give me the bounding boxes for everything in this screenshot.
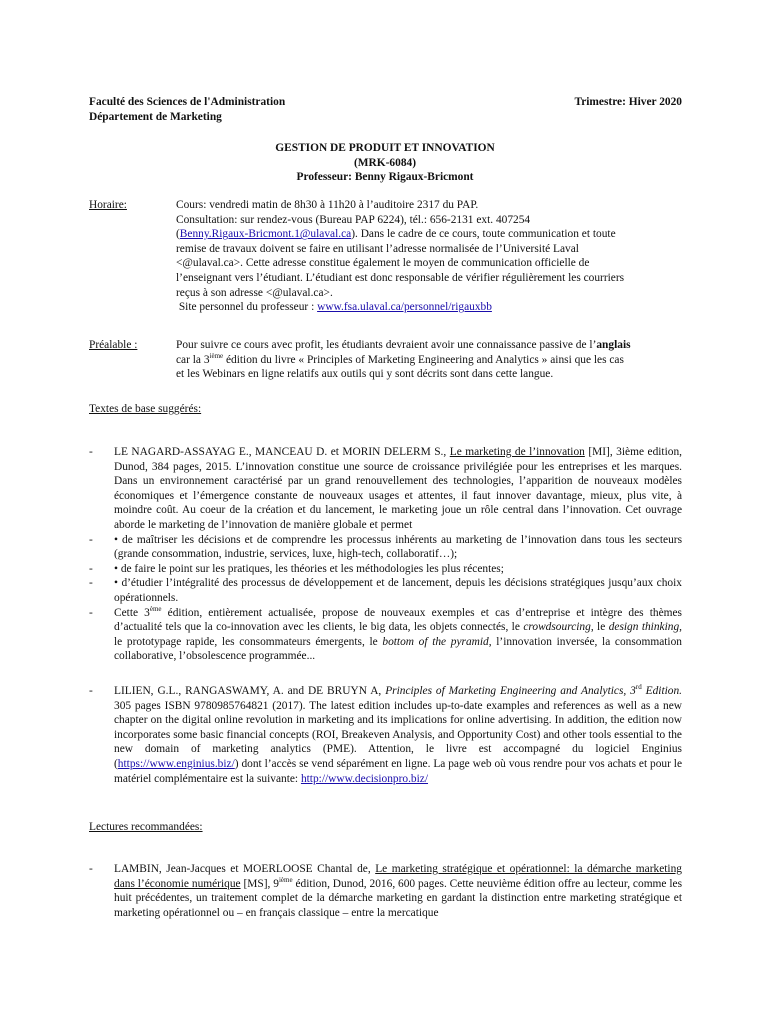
- faculty-name: Faculté des Sciences de l'Administration: [89, 96, 286, 108]
- list-item: [89, 576, 682, 605]
- text: • de faire le point sur les pratiques, les théories et les méthodologies les plus récentes;: [114, 562, 504, 575]
- prealable-label: Préalable :: [89, 339, 138, 351]
- list-item: [89, 606, 682, 664]
- list-item: [89, 684, 682, 786]
- text: , le: [590, 621, 609, 634]
- professor-email-link[interactable]: Benny.Rigaux-Bricmont.1@ulaval.ca: [179, 228, 352, 241]
- list-dash: -: [89, 562, 93, 575]
- list-dash: -: [89, 863, 93, 875]
- prealable-line: et les Webinars en ligne relatifs aux outils qui y sont décrits sont dans cette langue.: [176, 368, 554, 381]
- text: , l’innovation inversée, la consommation collaborative, l’obsolescence programmée...: [114, 635, 682, 663]
- text: (: [176, 228, 180, 241]
- text: Pour suivre ce cours avec profit, les étudiants devraient avoir une connaissance passive de l’: [176, 339, 597, 351]
- course-title-block: [0, 141, 770, 185]
- superscript: ième: [278, 875, 293, 884]
- text: ) dont l’accès se vend séparément en ligne. La page web où vous rendre pour vos achats et pour le matériel complémentaire est la suivante:: [114, 757, 682, 785]
- list-dash: -: [89, 577, 93, 590]
- text: LAMBIN, Jean-Jacques et MOERLOOSE Chantal de,: [114, 863, 376, 875]
- horaire-line: [176, 300, 682, 315]
- text: Cette 3: [114, 606, 150, 619]
- header-left: [89, 95, 285, 124]
- textes-list: [89, 445, 682, 664]
- text: , le prototypage rapide, les consommateurs émergents, le: [114, 621, 683, 648]
- course-code: (MRK-6084): [354, 156, 416, 169]
- horaire-line: Cours: vendredi matin de 8h30 à 11h20 à l’auditoire 2317 du PAP.: [176, 199, 479, 211]
- emphasis: anglais: [596, 339, 631, 351]
- prealable-block: [176, 338, 682, 382]
- italic-term: design thinking: [608, 621, 680, 634]
- text: édition du livre « Principles of Marketing Engineering and Analytics » ainsi que les cas: [223, 353, 624, 366]
- list-dash: -: [89, 685, 93, 697]
- horaire-label: Horaire:: [89, 199, 127, 211]
- professor-site-link[interactable]: www.fsa.ulaval.ca/personnel/rigauxbb: [317, 301, 492, 314]
- text: car la 3: [176, 353, 210, 366]
- lectures-list: [89, 862, 682, 920]
- horaire-line: [176, 227, 682, 242]
- superscript: rd: [635, 683, 642, 692]
- list-dash: -: [89, 606, 93, 619]
- decisionpro-link[interactable]: http://www.decisionpro.biz/: [300, 772, 429, 785]
- text: LE NAGARD-ASSAYAG E., MANCEAU D. et MORIN DELERM S.,: [114, 446, 450, 458]
- italic-term: bottom of the pyramid: [382, 635, 489, 648]
- textes-heading: Textes de base suggérés:: [89, 403, 202, 415]
- list-dash: -: [89, 533, 93, 546]
- list-item: [89, 862, 682, 920]
- list-item: [89, 445, 682, 533]
- text: édition, Dunod, 2016, 600 pages. Cette neuvième édition offre au lecteur, comme les huit précédentes, un traitement complet de la démarche marketing en gardant la distinction entre marketing stratégique et marketing opérationnel ou – en français classique – entre la mercatique: [114, 877, 682, 919]
- list-item: [89, 562, 682, 577]
- superscript: ième: [209, 351, 224, 360]
- text: LILIEN, G.L., RANGASWAMY, A. and DE BRUYN A,: [114, 685, 386, 697]
- text: 305 pages ISBN 9780985764821 (2017). The latest edition includes up-to-date examples and references as well as a new chapter on the digital online revolution in marketing and its implications for online advertising. In addition, the edition now incorporates some basic financial concepts (ROI, Breakeven Analysis, and Opportunity Cost) and other tools essential to the new domain of marketing analytics (PME). Attention, le livre est accompagné du logiciel Enginius (: [114, 699, 682, 770]
- horaire-line: remise de travaux doivent se faire en utilisant l’adresse normalisée de l’Université Laval: [176, 242, 579, 255]
- list-dash: -: [89, 446, 93, 458]
- department-name: Département de Marketing: [89, 110, 222, 123]
- horaire-block: [176, 198, 682, 315]
- book-title: Le marketing stratégique et opérationnel: la démarche marketing dans l’économie numérique: [114, 863, 682, 890]
- list-item: [89, 533, 682, 562]
- prealable-line: [176, 353, 682, 368]
- book-title: Le marketing de l’innovation: [449, 446, 585, 458]
- horaire-line: <@ulaval.ca>. Cette adresse constitue également le moyen de communication officielle de: [176, 257, 590, 270]
- text: édition, entièrement actualisée, propose de nouveaux exemples et cas d’entreprise et intègre des thèmes d’actualité tels que la co-innovation avec les clients, le big data, les objets connectés, le: [114, 606, 682, 634]
- text: • de maîtriser les décisions et de comprendre les processus inhérents au marketing de l’innovation dans tous les secteurs (grande consommation, industrie, services, luxe, high-tech, collaboratif…);: [114, 533, 682, 561]
- textes-list-2: [89, 684, 682, 786]
- course-title: GESTION DE PRODUIT ET INNOVATION: [275, 142, 495, 154]
- italic-term: crowdsourcing: [523, 621, 591, 634]
- horaire-line: Consultation: sur rendez-vous (Bureau PAP 6224), tél.: 656-2131 ext. 407254: [176, 213, 531, 226]
- enginius-link[interactable]: https://www.enginius.biz/: [117, 757, 235, 770]
- lectures-heading: Lectures recommandées:: [89, 821, 203, 833]
- site-label: Site personnel du professeur :: [176, 301, 318, 314]
- horaire-line: l’enseignant vers l’étudiant. L’étudiant est donc responsable de vérifier régulièrement les courriers: [176, 271, 625, 284]
- text: • d’étudier l’intégralité des processus de développement et de lancement, depuis les décisions stratégiques jusqu’aux choix opérationnels.: [114, 577, 682, 604]
- horaire-line: reçus à son adresse <@ulaval.ca>.: [176, 286, 333, 299]
- professor-name: Professeur: Benny Rigaux-Bricmont: [296, 171, 474, 184]
- text: [MI], 3ième edition, Dunod, 384 pages, 2015. L’innovation constitue une source de croissance privilégiée pour les entreprises et les marques. Dans un environnement caractérisé par un grand renouvellement des technologies, l’apparition de nouveaux modèles économiques et l’émergence constante de nouveaux usages et attentes, il faut innover davantage, mieux, plus vite, à moindre coût. Au coeur de la création et du lancement, le marketing joue un rôle central dans l’innovation. Cet ouvrage aborde le marketing de l’innovation de manière globale et permet: [114, 446, 682, 531]
- book-title: Principles of Marketing Engineering and Analytics, 3: [385, 685, 636, 697]
- superscript: ème: [149, 604, 162, 613]
- book-title: Edition.: [641, 685, 683, 697]
- text: [MS], 9: [240, 877, 279, 890]
- term-label: Trimestre: Hiver 2020: [574, 96, 682, 108]
- prealable-line: [176, 338, 682, 353]
- text: ). Dans le cadre de ce cours, toute communication et toute: [351, 228, 616, 241]
